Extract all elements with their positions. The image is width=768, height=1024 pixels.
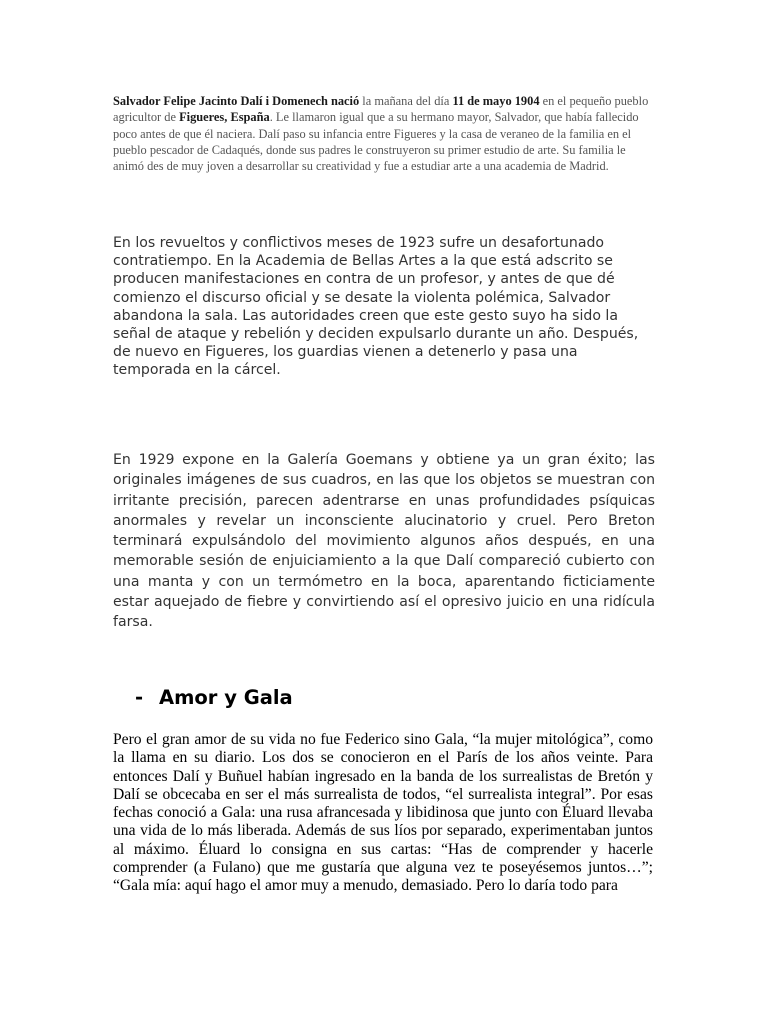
- intro-text-2: en el pequeño pueblo agricultor de: [113, 94, 649, 125]
- biography-intro-paragraph: [113, 93, 653, 174]
- full-name: Salvador Felipe Jacinto Dalí i Domenech nació: [113, 94, 360, 108]
- academy-paragraph: En los revueltos y conflictivos meses de 1923 sufre un desafortunado contratiempo. En la Academia de Bellas Artes a la que está adscrito se producen manifestaciones en contra de un profesor, y antes de que dé comienzo el discurso oficial y se desate la violenta polémica, Salvador abandona la sala. Las autoridades creen que este gesto suyo ha sido la señal de ataque y rebelión y deciden expulsarlo durante un año. Después, de nuevo en Figueres, los guardias vienen a detenerlo y pasa una temporada en la cárcel.: [113, 235, 639, 379]
- heading-bullet: -: [135, 686, 144, 709]
- goemans-paragraph: En 1929 expone en la Galería Goemans y obtiene ya un gran éxito; las originales imágenes de sus cuadros, en las que los objetos se muestran con irritante precisión, parecen adentrarse en unas profundidades psíquicas anormales y revelar un inconsciente alucinatorio y cruel. Pero Breton terminará expulsándolo del movimiento algunos años después, en una memorable sesión de enjuiciamiento a la que Dalí compareció cubierto con una manta y con un termómetro en la boca, aparentando ficticiamente estar aquejado de fiebre y convirtiendo así el opresivo juicio en una ridícula farsa.: [113, 452, 655, 631]
- birth-date: 11 de mayo 1904: [452, 94, 540, 108]
- gala-paragraph: Pero el gran amor de su vida no fue Federico sino Gala, “la mujer mitológica”, como la llama en su diario. Los dos se conocieron en el París de los años veinte. Para entonces Dalí y Buñuel habían ingresado en la banda de los surrealistas de Bretón y Dalí se obcecaba en ser el más surrealista de todos, “el surrealista integral”. Por esas fechas conoció a Gala: una rusa afrancesada y libidinosa que junto con Éluard llevaba una vida de lo más liberada. Además de sus líos por separado, experimentaban juntos al máximo. Éluard lo consigna en sus cartas: “Has de comprender y hacerle comprender (a Fulano) que me gustaría que alguna vez te poseyésemos juntos…”; “Gala mía: aquí hago el amor muy a menudo, demasiado. Pero lo daría todo para: [113, 731, 653, 895]
- section-heading: [135, 684, 293, 712]
- birth-place: Figueres, España: [179, 110, 270, 125]
- intro-text-3: . Le llamaron igual que a su hermano mayor, Salvador, que había fallecido poco antes de que él naciera. Dalí paso su infancia entre Figueres y la casa de veraneo de la familia en el pueblo pescador de Cadaqués, donde sus padres le construyeron su primer estudio de arte. Su familia le animó des de muy joven a desarrollar su creatividad y fue a estudiar arte a una academia de Madrid.: [113, 110, 639, 174]
- intro-text-1: la mañana del día: [359, 94, 453, 108]
- heading-title: Amor y Gala: [159, 686, 293, 709]
